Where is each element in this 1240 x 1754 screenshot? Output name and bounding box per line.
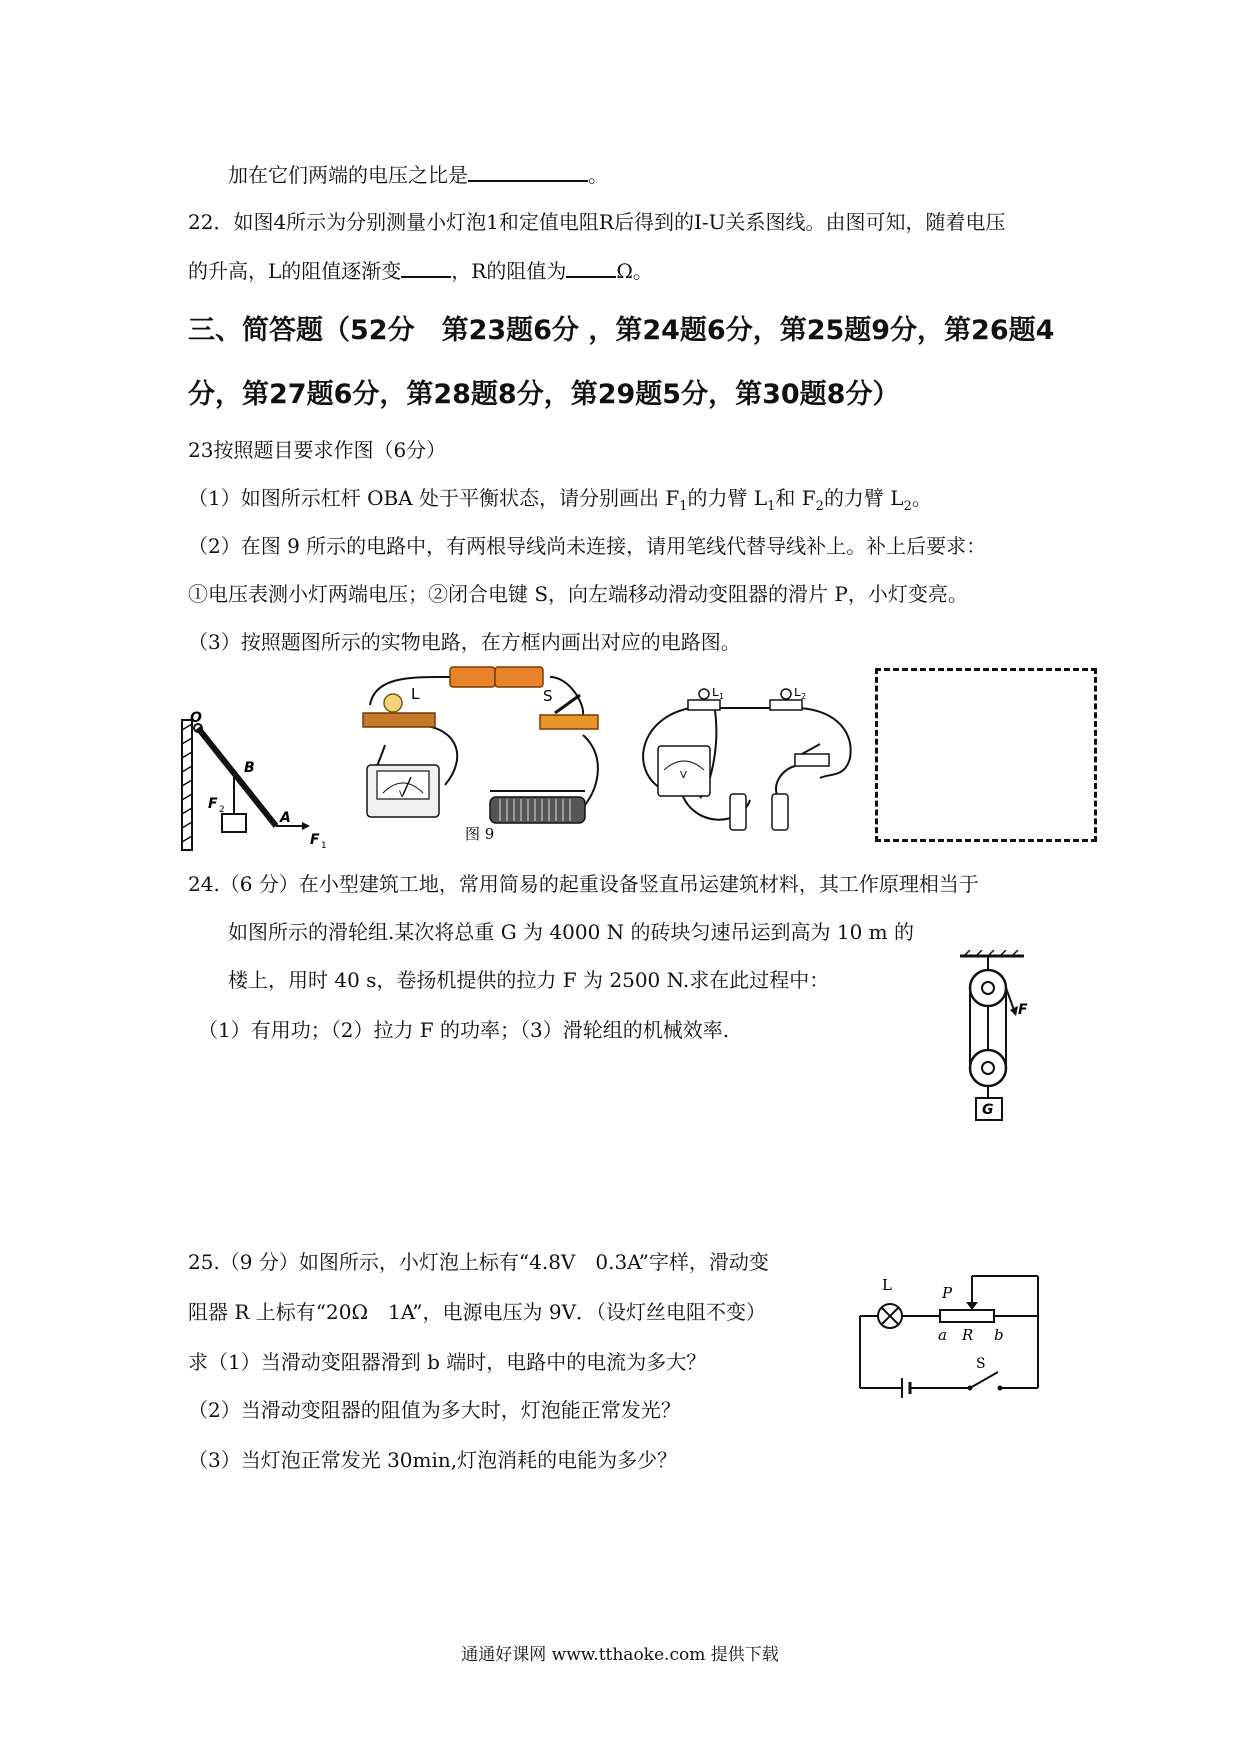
switch-lever: [555, 695, 580, 713]
q23-part2-requirements: ①电压表测小灯两端电压；②闭合电键 S，向左端移动滑动变阻器的滑片 P，小灯变亮。: [188, 582, 968, 606]
q23-part1: [188, 484, 932, 521]
pulley-label-g: G: [982, 1102, 994, 1118]
battery-1: [450, 667, 495, 687]
weight-block: [222, 814, 246, 832]
q21-text: 加在它们两端的电压之比是: [228, 163, 468, 187]
answer-box-dashed[interactable]: [875, 668, 1097, 842]
cell-2: [772, 794, 788, 830]
q25-line5: （3）当灯泡正常发光 30min,灯泡消耗的电能为多少？: [188, 1448, 678, 1472]
q23-p1-b: 的力臂 L: [687, 486, 768, 510]
q21-end: 。: [588, 163, 608, 187]
q25-label-s: S: [976, 1356, 986, 1372]
voltmeter-label: V: [399, 790, 406, 800]
lamp-l1-label: L: [712, 688, 719, 699]
lamp-l2-sub: 2: [801, 692, 807, 701]
q24-line4: （1）有用功；（2）拉力 F 的功率；（3）滑轮组的机械效率.: [198, 1018, 730, 1042]
lamp-base: [363, 713, 435, 727]
q25-label-p: P: [942, 1284, 953, 1302]
q22-blank-2[interactable]: [566, 256, 616, 278]
q23-title: 23按照题目要求作图（6分）: [188, 438, 447, 462]
q23-p1-e: 。: [911, 486, 932, 510]
lamp-bulb-icon: [384, 694, 402, 712]
lamp-l2-icon: [781, 689, 791, 699]
label-f1: F: [310, 832, 320, 848]
q23-sub-f1: 1: [679, 499, 688, 514]
circuit-figure-9: [355, 665, 625, 850]
q23-part3: （3）按照题图所示的实物电路，在方框内画出对应的电路图。: [188, 630, 741, 654]
lamp-l1-icon: [699, 689, 709, 699]
label-f1-sub: 1: [321, 841, 327, 851]
f1-arrow: [302, 822, 310, 830]
switch-symbol: [970, 1372, 998, 1388]
q22-text-a: 的升高，L的阻值逐渐变: [188, 259, 402, 283]
q23-sub-f2: 2: [815, 499, 824, 514]
q21-tail: [228, 160, 608, 189]
q23-sub-l1: 1: [767, 499, 776, 514]
lamp-l2-base: [770, 700, 802, 710]
q24-line1: 24.（6 分）在小型建筑工地，常用简易的起重设备竖直吊运建筑材料，其工作原理相当于: [188, 872, 979, 896]
label-a: A: [280, 810, 291, 826]
pulley-label-f: F: [1018, 1002, 1028, 1018]
q25-line3: 求（1）当滑动变阻器滑到 b 端时，电路中的电流为多大？: [188, 1350, 707, 1374]
section3-heading-line2: 分，第27题6分，第28题8分，第29题5分，第30题8分）: [188, 379, 900, 410]
q23-p1-c: 和 F: [775, 486, 816, 510]
section3-heading-line1: 三、简答题（52分 第23题6分 ，第24题6分，第25题9分，第26题4: [188, 315, 1055, 346]
q23-sub-l2: 2: [903, 499, 912, 514]
figure-9-caption: 图 9: [465, 825, 495, 843]
lamp-l1-base: [688, 700, 720, 710]
switch-label: S: [543, 687, 553, 705]
q21-blank[interactable]: [468, 160, 588, 182]
label-f2: F: [208, 796, 218, 812]
knife-switch: [795, 754, 829, 766]
q24-line3: 楼上，用时 40 s，卷扬机提供的拉力 F 为 2500 N.求在此过程中：: [228, 968, 830, 992]
q25-label-l: L: [882, 1276, 892, 1294]
switch-base: [540, 715, 598, 729]
q25-label-a: a: [938, 1326, 947, 1344]
q22-blank-1[interactable]: [401, 256, 451, 278]
lamp-label: L: [411, 685, 420, 703]
label-f2-sub: 2: [219, 805, 225, 815]
q25-circuit-figure: [858, 1268, 1043, 1398]
q23-part2: （2）在图 9 所示的电路中，有两根导线尚未连接，请用笔线代替导线补上。补上后要求：: [188, 534, 987, 558]
lamp-l2-label: L: [794, 688, 801, 699]
cell-1: [730, 794, 746, 830]
page-footer: 通通好课网 www.tthaoke.com 提供下载: [461, 1645, 779, 1665]
label-o: O: [190, 710, 202, 726]
q24-line2: 如图所示的滑轮组.某次将总重 G 为 4000 N 的砖块匀速吊运到高为 10 m 的: [228, 920, 915, 944]
q25-label-b: b: [994, 1326, 1004, 1344]
q22-text-c: Ω。: [616, 259, 653, 283]
battery-2: [495, 667, 543, 687]
q22-line1: 22．如图4所示为分别测量小灯泡1和定值电阻R后得到的I-U关系图线。由图可知，随着电压: [188, 210, 1006, 234]
voltmeter-2-label: V: [680, 770, 687, 781]
lever-figure: [178, 710, 348, 860]
pulley-figure: [952, 950, 1032, 1130]
q25-line2: 阻器 R 上标有“20Ω 1A”，电源电压为 9V．（设灯丝电阻不变）: [188, 1300, 767, 1324]
q23-p1-a: （1）如图所示杠杆 OBA 处于平衡状态，请分别画出 F: [188, 486, 680, 510]
q23-p1-d: 的力臂 L: [823, 486, 904, 510]
rheostat: [490, 797, 585, 823]
rheostat-symbol: [940, 1310, 994, 1322]
q22-text-b: ，R的阻值为: [451, 259, 567, 283]
q25-line1: 25.（9 分）如图所示，小灯泡上标有“4.8V 0.3A”字样，滑动变: [188, 1250, 769, 1274]
q25-line4: （2）当滑动变阻器的阻值为多大时，灯泡能正常发光？: [188, 1398, 681, 1422]
label-b: B: [244, 760, 255, 776]
lamp-l1-sub: 1: [719, 692, 725, 701]
q22-line2: [188, 256, 653, 285]
circuit-two-lamps-figure: [630, 688, 860, 838]
q25-label-r: R: [962, 1326, 974, 1344]
slider-arrow: [966, 1302, 978, 1310]
